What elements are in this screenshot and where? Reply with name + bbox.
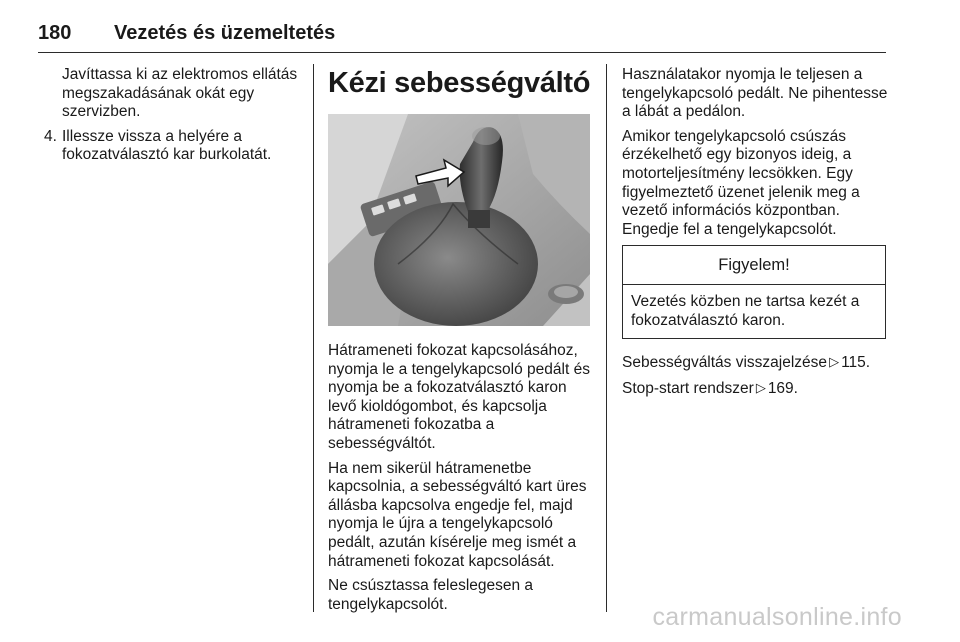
paragraph: Ha nem sikerül hátramenetbe kapcsolnia, a sebességváltó kart üres állásba kapcsolva engedje fel, majd nyomja le újra a tengelykapcsoló pedált, azután kísérelje meg ismét a hátrameneti fokozat kapcsolását. [328, 459, 587, 570]
cross-reference-page[interactable]: 169. [767, 379, 798, 397]
list-text: Illessze vissza a helyére a fokozatválasztó kar burkolatát. [62, 127, 272, 164]
column-divider-left [313, 64, 314, 612]
page-reference-triangle-icon: ▷ [755, 379, 766, 395]
cross-reference-text: Stop-start rendszer [622, 379, 754, 397]
column-3 [622, 66, 892, 404]
paragraph: Használatakor nyomja le teljesen a tengelykapcsoló pedált. Ne pihentesse a lábát a pedálon. [622, 66, 888, 121]
warning-title: Figyelem! [623, 246, 885, 285]
list-number: 4. [44, 127, 57, 145]
cross-reference-page[interactable]: 115. [841, 354, 871, 372]
page-reference-triangle-icon: ▷ [829, 354, 840, 370]
paragraph: Amikor tengelykapcsoló csúszás érzékelhető egy bizonyos ideig, a motorteljesítmény lecsökken. Egy figyelmeztető üzenet jelenik meg a vezető információs központban. Engedje fel a tengelykapcsolót. [622, 127, 860, 238]
chapter-title: Vezetés és üzemeltetés [114, 22, 336, 44]
cross-reference[interactable] [622, 353, 892, 373]
warning-box [622, 245, 886, 339]
cross-reference[interactable] [622, 379, 892, 399]
gear-shift-photo [328, 114, 590, 326]
cross-reference-text: Sebességváltás visszajelzése [622, 354, 828, 372]
paragraph: Hátrameneti fokozat kapcsolásához, nyomja le a tengelykapcsoló pedált és nyomja be a fokozatválasztó karon levő kioldógombot, és kapcsolja hátrameneti fokozatba a sebességváltót. [328, 342, 590, 452]
continued-paragraph: Javíttassa ki az elektromos ellátás megszakadásának okát egy szervizben. [62, 66, 298, 121]
column-1 [38, 66, 300, 165]
column-divider-right [606, 64, 607, 612]
page-header [38, 18, 886, 53]
watermark: carmanualsonline.info [652, 603, 902, 631]
page-number: 180 [38, 22, 72, 44]
column-2 [328, 66, 594, 620]
warning-text: Vezetés közben ne tartsa kezét a fokozatválasztó karon. [631, 292, 860, 329]
section-title: Kézi sebességváltó [328, 67, 591, 99]
list-item-4 [38, 128, 300, 165]
paragraph: Ne csúsztassa feleslegesen a tengelykapcsolót. [328, 577, 534, 613]
